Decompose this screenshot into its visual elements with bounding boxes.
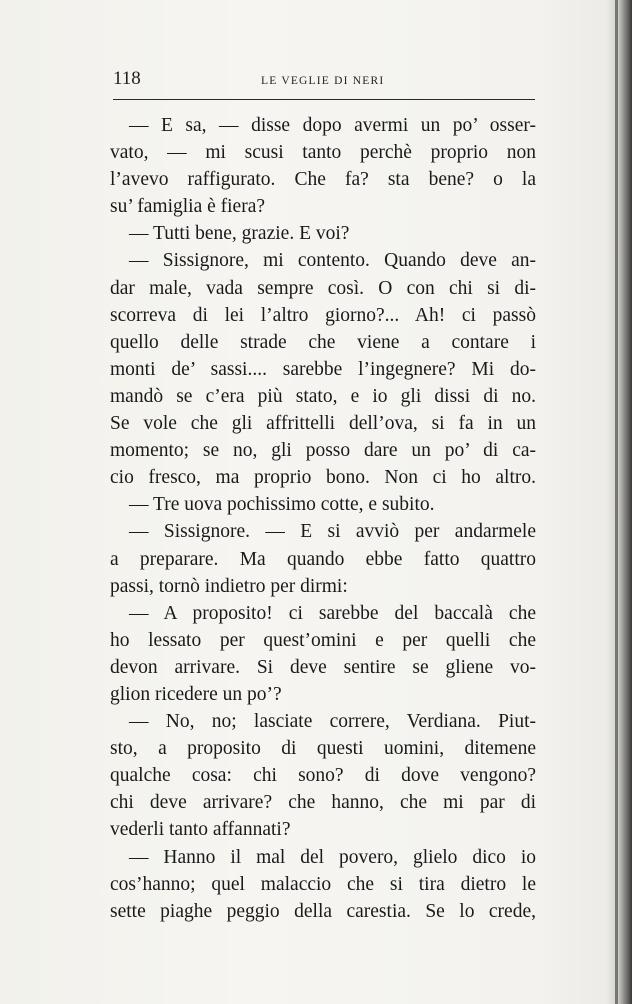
text-line: passi, tornò indietro per dirmi: — [110, 575, 348, 597]
text-line: chi deve arrivare? che hanno, che mi par di — [110, 792, 536, 814]
text-line: ho lessato per quest’omini e per quelli che — [110, 629, 536, 651]
header-rule — [113, 99, 535, 100]
page-header — [113, 66, 535, 96]
text-line: quello delle strade che viene a contare i — [110, 331, 536, 353]
text-line: qualche cosa: chi sono? di dove vengono? — [110, 765, 536, 787]
text-line: Se vole che gli affrittelli dell’ova, si fa in un — [110, 413, 536, 435]
text-line: mandò se c’era più stato, e io gli dissi di no. — [110, 385, 536, 407]
text-line: — Tre uova pochissimo cotte, e subito. — [129, 494, 435, 516]
running-title: LE VEGLIE DI NERI — [261, 75, 385, 87]
text-line: devon arrivare. Si deve sentire se gliene vo- — [110, 656, 536, 678]
text-line: — A proposito! ci sarebbe del baccalà che — [129, 602, 536, 624]
text-line: sette piaghe peggio della carestia. Se lo crede, — [110, 900, 536, 922]
page-edge-shadow — [606, 0, 632, 1004]
text-line: — Hanno il mal del povero, glielo dico io — [129, 846, 536, 868]
text-line: — Sissignore, mi contento. Quando deve an- — [129, 250, 536, 272]
text-line: dar male, vada sempre così. O con chi si di- — [110, 277, 536, 299]
page-edge-line — [615, 0, 618, 1004]
text-line: vato, — mi scusi tanto perchè proprio non — [110, 142, 536, 164]
text-line: vederli tanto affannati? — [110, 819, 291, 841]
text-line: momento; se no, gli posso dare un po’ di ca- — [110, 440, 536, 462]
text-line: l’avevo raffigurato. Che fa? sta bene? o la — [110, 169, 536, 191]
body-text — [110, 112, 536, 925]
text-line: monti de’ sassi.... sarebbe l’ingegnere? Mi do- — [110, 358, 536, 380]
text-line: a preparare. Ma quando ebbe fatto quattro — [110, 548, 536, 570]
text-line: glion ricedere un po’? — [110, 683, 282, 705]
text-line: sto, a proposito di questi uomini, ditemene — [110, 738, 536, 760]
text-line: — E sa, — disse dopo avermi un po’ osser- — [129, 115, 536, 136]
text-line: cio fresco, ma proprio bono. Non ci ho altro. — [110, 467, 536, 489]
text-line: scorreva di lei l’altro giorno?... Ah! ci passò — [110, 304, 536, 326]
page-number: 118 — [113, 68, 141, 89]
text-line: su’ famiglia è fiera? — [110, 196, 266, 218]
text-line: — Tutti bene, grazie. E voi? — [129, 223, 350, 245]
text-line: cos’hanno; quel malaccio che si tira dietro le — [110, 873, 536, 895]
text-line: — Sissignore. — E si avviò per andarmele — [129, 521, 536, 543]
text-line: — No, no; lasciate correre, Verdiana. Piut- — [129, 711, 536, 733]
